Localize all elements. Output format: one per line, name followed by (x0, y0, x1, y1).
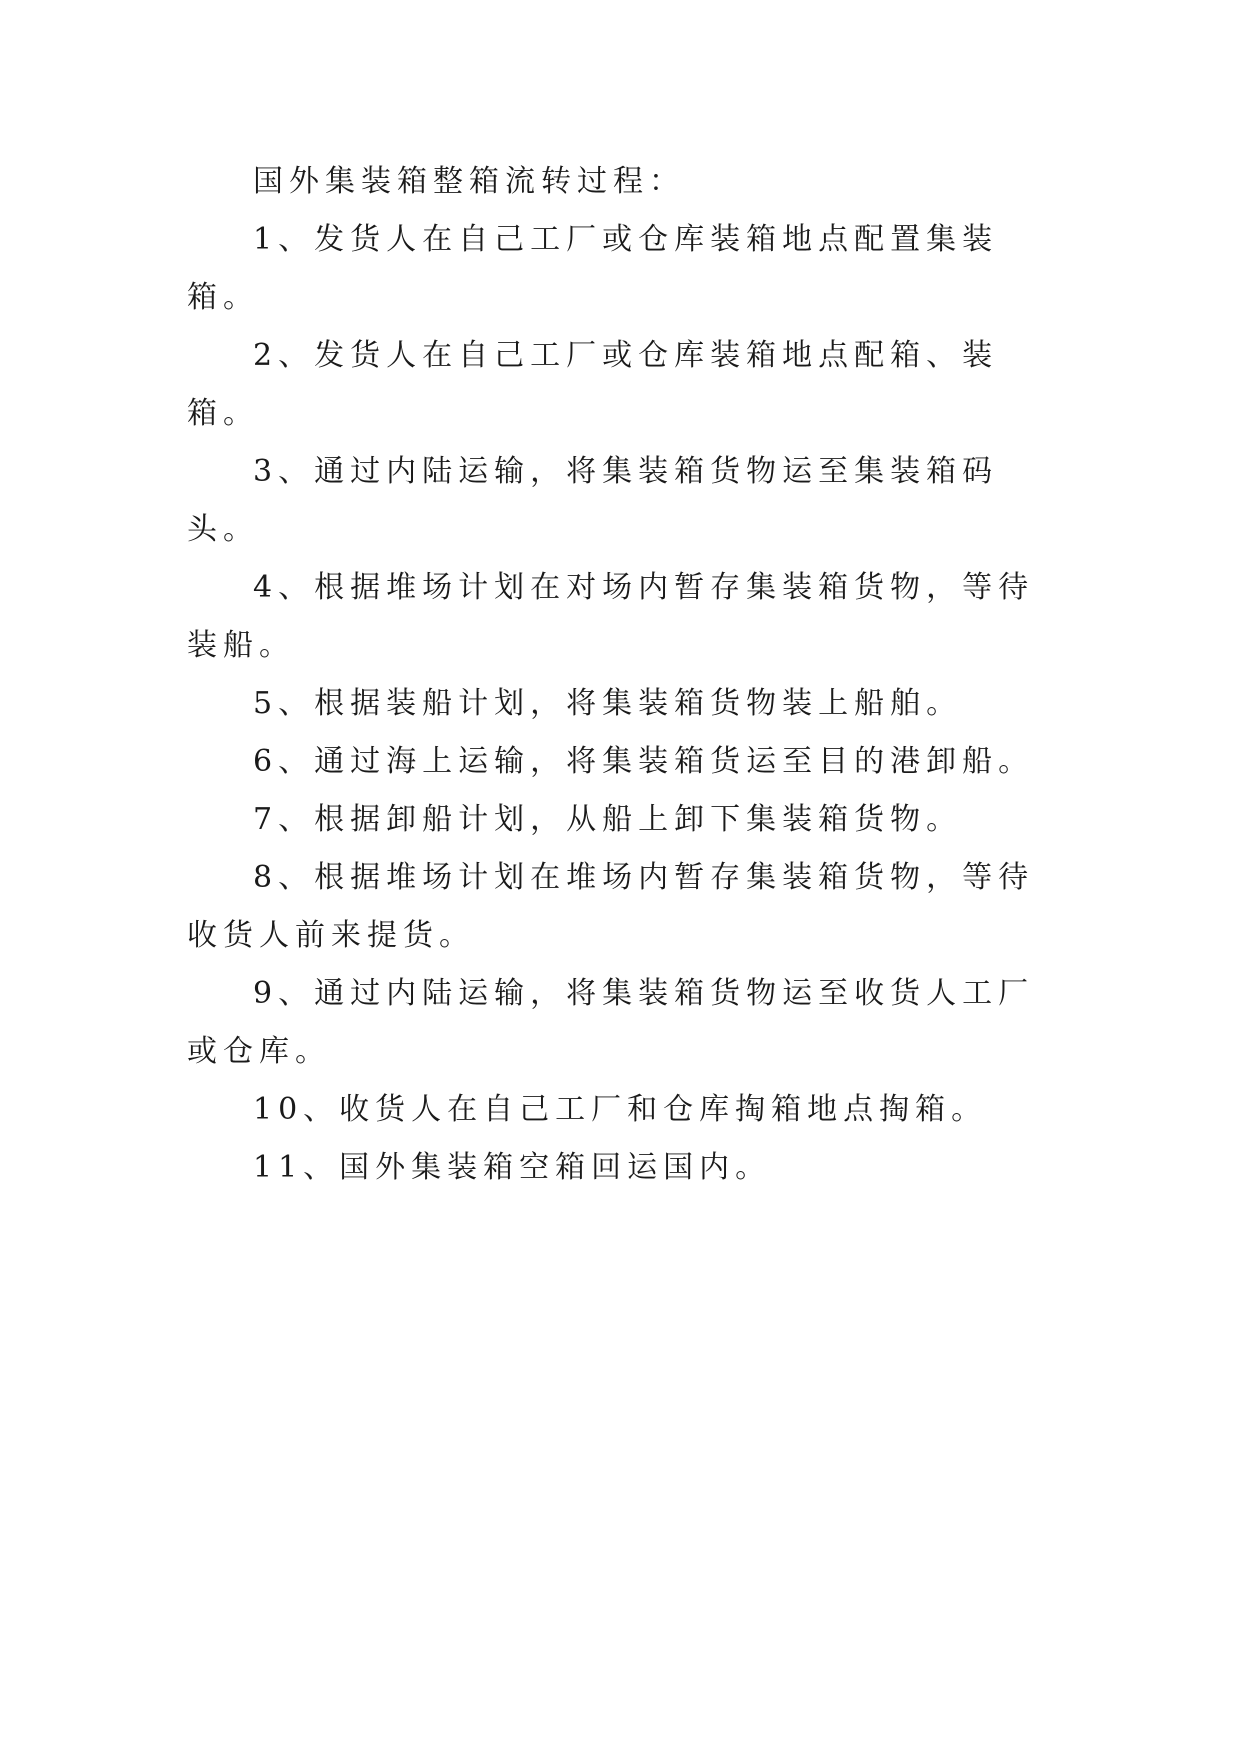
step-9: 9、通过内陆运输，将集装箱货物运至收货人工厂或仓库。 (187, 976, 1035, 1069)
step-8: 8、根据堆场计划在堆场内暂存集装箱货物，等待收货人前来提货。 (187, 860, 1035, 953)
step-5: 5、根据装船计划，将集装箱货物装上船舶。 (253, 686, 963, 721)
step-1: 1、发货人在自己工厂或仓库装箱地点配置集装箱。 (187, 222, 999, 315)
document-body (187, 153, 1067, 1197)
step-4: 4、根据堆场计划在对场内暂存集装箱货物，等待装船。 (187, 570, 1035, 663)
step-11: 11、国外集装箱空箱回运国内。 (253, 1150, 772, 1185)
document-heading: 国外集装箱整箱流转过程： (253, 164, 685, 199)
step-7: 7、根据卸船计划，从船上卸下集装箱货物。 (253, 802, 963, 837)
step-2: 2、发货人在自己工厂或仓库装箱地点配箱、装箱。 (187, 338, 999, 431)
step-6: 6、通过海上运输，将集装箱货运至目的港卸船。 (253, 744, 1035, 779)
step-3: 3、通过内陆运输，将集装箱货物运至集装箱码头。 (187, 454, 999, 547)
step-10: 10、收货人在自己工厂和仓库掏箱地点掏箱。 (253, 1092, 988, 1127)
